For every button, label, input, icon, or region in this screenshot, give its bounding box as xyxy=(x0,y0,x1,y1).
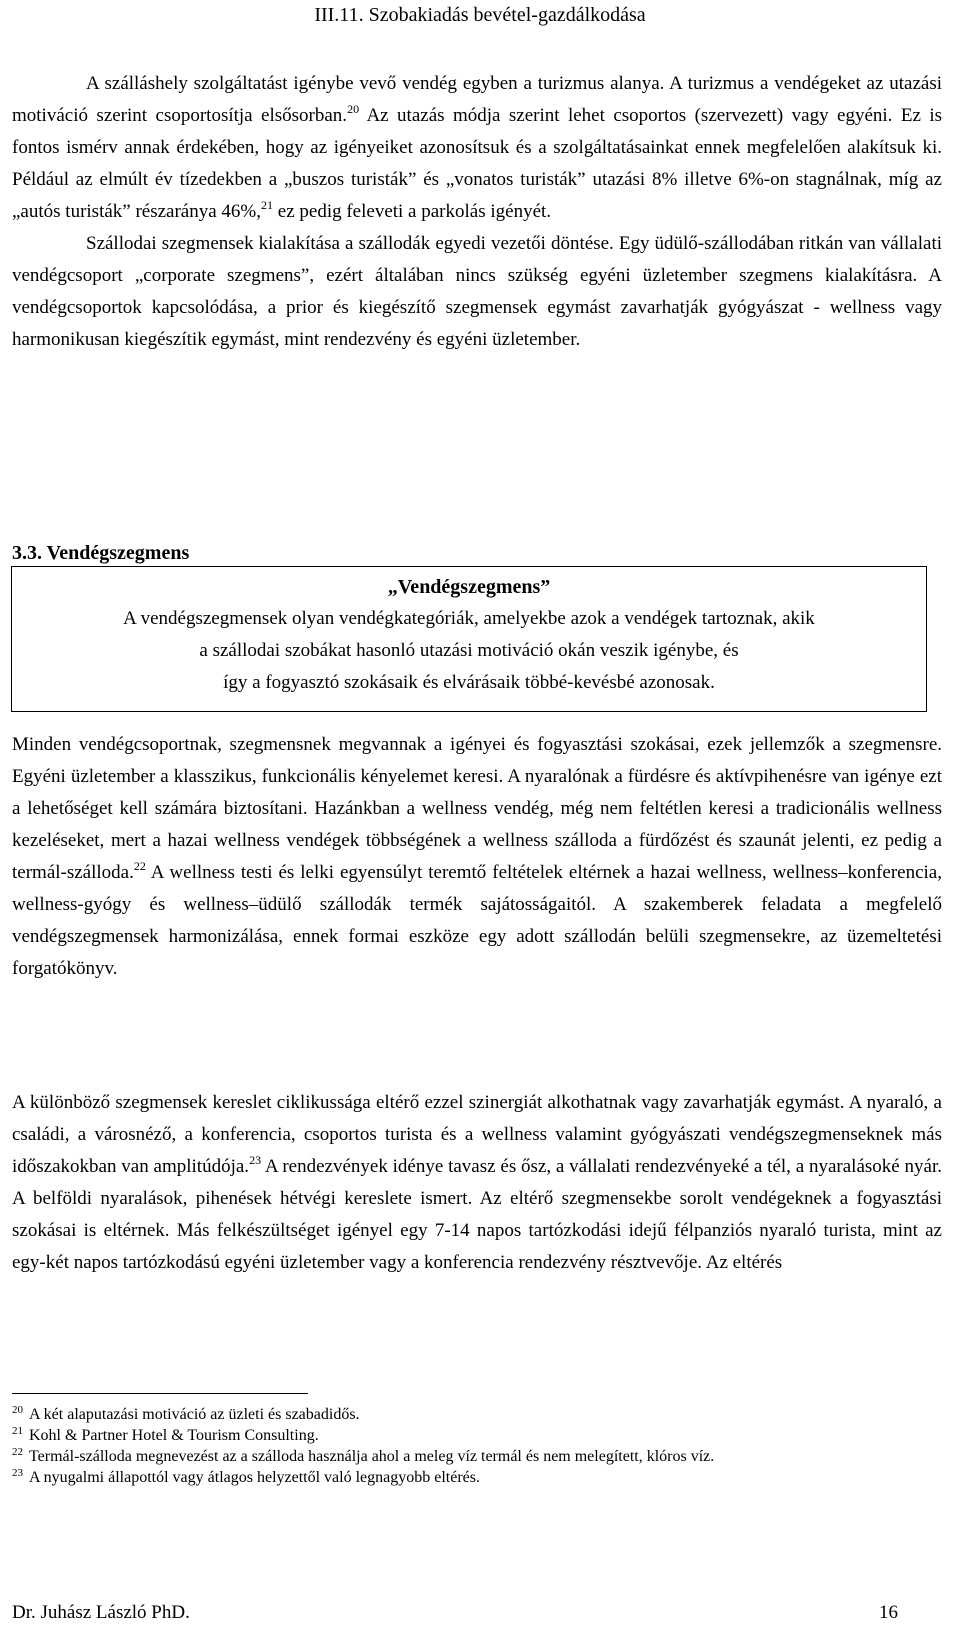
paragraph-text: A wellness testi és lelki egyensúlyt teremtő feltételek eltérnek a hazai wellness, wellness–konferencia, wellness-gyógy és wellness–üdülő szállodák termék sajátosságaitól. A szakemberek feladata a megfelelő vendégszegmensek harmonizálása, ennek formai eszköze egy adott szállodán belüli szegmensekre, az üzemeltetési forgatókönyv. xyxy=(12,862,942,979)
footnote xyxy=(12,1404,942,1425)
paragraph-demand-cycles xyxy=(12,1087,942,1279)
definition-line: a szállodai szobákat hasonló utazási motiváció okán veszik igénybe, és xyxy=(199,640,739,661)
page-number: 16 xyxy=(879,1602,898,1623)
definition-line: így a fogyasztó szokásaik és elvárásaik többé-kevésbé azonosak. xyxy=(223,672,715,693)
paragraph-text: ez pedig feleveti a parkolás igényét. xyxy=(273,201,552,222)
footnote-ref-23: 23 xyxy=(249,1153,262,1167)
paragraph-guest-motivation xyxy=(12,68,942,228)
paragraph-text: A szálláshely szolgáltatást igénybe vevő vendég egyben a turizmus alanya. A turizmus a vendégeket az utazási motiváció szerint csoportosítja elsősorban. xyxy=(12,73,942,126)
segment-needs-section xyxy=(12,729,942,985)
footnote-text: A két alaputazási motiváció az üzleti és szabadidős. xyxy=(29,1406,360,1423)
footnote-text: Termál-szálloda megnevezést az a szálloda használja ahol a meleg víz termál és nem melegített, klóros víz. xyxy=(29,1448,715,1465)
running-footer xyxy=(0,1600,960,1626)
footnote-number: 22 xyxy=(12,1446,23,1458)
footnote-number: 23 xyxy=(12,1467,23,1479)
paragraph-text: A különböző szegmensek kereslet ciklikussága eltérő ezzel szinergiát alkothatnak vagy zavarhatják egymást. A nyaraló, a családi, a városnéző, a konferencia, csoportos turista és a wellness valamint gyógyászati vendégszegmenseknek más időszakokban van amplitúdója. xyxy=(12,1092,942,1177)
footnote-text: Kohl & Partner Hotel & Tourism Consulting. xyxy=(29,1427,319,1444)
section-heading: 3.3. Vendégszegmens xyxy=(12,542,190,564)
footnote-ref-21: 21 xyxy=(261,198,274,212)
footnote xyxy=(12,1425,942,1446)
definition-title: „Vendégszegmens” xyxy=(387,576,551,598)
footnote-number: 21 xyxy=(12,1425,23,1437)
paragraph-text: A rendezvények idénye tavasz és ősz, a vállalati rendezvényeké a tél, a nyaralásoké nyár. A belföldi nyaralások, pihenések hétvégi kereslete ismert. Az eltérő szegmensekbe sorolt vendégeknek a fogyasztási szokásai is eltérnek. Más felkészültséget igényel egy 7-14 napos tartózkodási idejű félpanziós nyaraló turista, mint az egy-két napos tartózkodású egyéni üzletember vagy a konferencia rendezvény résztvevője. Az eltérés xyxy=(12,1156,942,1273)
footnotes xyxy=(12,1404,942,1488)
footnote xyxy=(12,1467,942,1488)
footnote-number: 20 xyxy=(12,1404,23,1416)
paragraph-text: Az utazás módja szerint lehet csoportos (szervezett) vagy egyéni. Ez is fontos ismérv annak érdekében, hogy az igényeiket azonosítsuk és a szolgáltatásainkat ennek megfelelően alakítsuk ki. Például az elmúlt év tízedekben a „buszos turisták” és „vonatos turisták” utazási 8% illetve 6%-on stagnálnak, míg az „autós turisták” részaránya 46%, xyxy=(12,105,943,222)
demand-cycles-section xyxy=(12,1087,942,1279)
author-name: Dr. Juhász László PhD. xyxy=(12,1602,190,1623)
definition-box xyxy=(11,566,927,712)
footnote-text: A nyugalmi állapottól vagy átlagos helyzettől való legnagyobb eltérés. xyxy=(29,1469,480,1486)
footnote-ref-22: 22 xyxy=(133,859,146,873)
paragraph-segment-needs xyxy=(12,729,942,985)
footnote xyxy=(12,1446,942,1467)
footnote-separator xyxy=(12,1393,308,1394)
paragraph-hotel-segments: Szállodai szegmensek kialakítása a szállodák egyedi vezetői döntése. Egy üdülő-szállodában ritkán van vállalati vendégcsoport „corporate szegmens”, ezért általában nincs szükség egyéni üzletember szegmens kialakításra. A vendégcsoportok kapcsolódása, a prior és kiegészítő szegmensek egymást zavarhatják gyógyászat - wellness vagy harmonikusan kiegészítik egymást, mint rendezvény és egyéni üzletember. xyxy=(12,233,942,350)
paragraph-text: Minden vendégcsoportnak, szegmensnek megvannak a igényei és fogyasztási szokásai, ezek jellemzők a szegmensre. Egyéni üzletember a klasszikus, funkcionális kényelemet keresi. A nyaralónak a fürdésre és aktívpihenésre van igénye ezt a lehetőséget kell számára biztosítani. Hazánkban a wellness vendég, még nem feltétlen keresi a tradicionális wellness kezeléseket, mert a hazai wellness vendégek többségének a wellness szálloda a fürdőzést és szaunát jelenti, ez pedig a termál-szálloda. xyxy=(12,734,942,883)
footnote-ref-20: 20 xyxy=(347,102,360,116)
intro-section xyxy=(12,68,942,356)
definition-line: A vendégszegmensek olyan vendégkategóriák, amelyekbe azok a vendégek tartoznak, akik xyxy=(123,608,815,629)
running-header: III.11. Szobakiadás bevétel-gazdálkodása xyxy=(314,4,646,26)
